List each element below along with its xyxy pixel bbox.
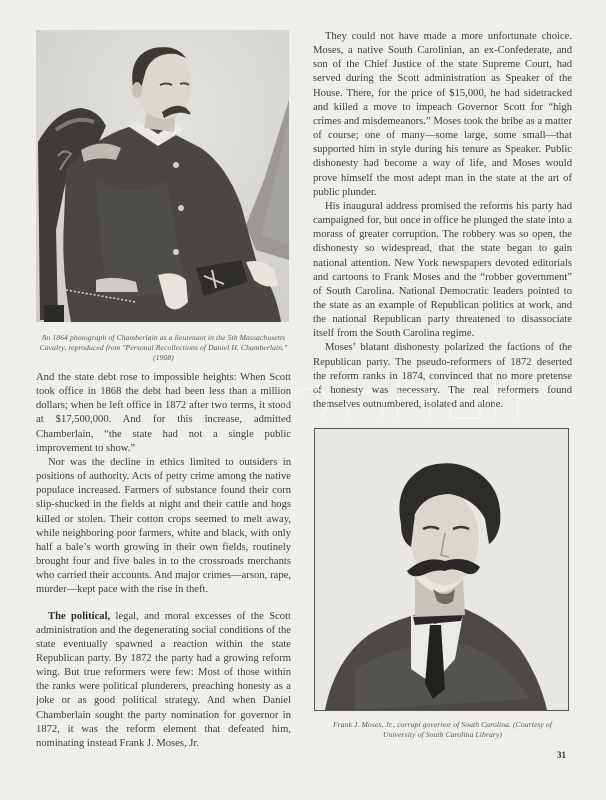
right-column-text — [313, 30, 572, 412]
chamberlain-photo — [36, 30, 289, 322]
paragraph-polarized-factions: Moses’ blatant dishonesty polarized the factions of the Republican party. The pseudo-reformers of 1872 deserted the reform ranks in 1874, convinced that no more pretense of honesty was necessary. The real reformers found themselves outnumbered, isolated and alone. — [313, 342, 572, 411]
chamberlain-portrait-image — [36, 30, 289, 322]
left-column-text — [36, 371, 291, 751]
paragraph-ethics-decline: Nor was the decline in ethics limited to outsiders in positions of authority. Acts of petty crime among the native populace increased. Farmers of substance found their corn slip-shucked in the fields at night and their cattle and hogs killed or stolen. Their cotton crops seemed to melt away, while neighboring poor farmers, white and black, with only half a bale’s worth growing in their own fields, routinely brought four and five bales in to the crossroads merchants who carried their accounts. And major crimes—arson, rape, murder—kept pace with the rise in theft. — [36, 456, 291, 596]
left-column — [36, 30, 291, 751]
section-lead-in: The political, — [48, 610, 111, 622]
moses-photo — [314, 428, 569, 711]
paragraph-unfortunate-choice: They could not have made a more unfortunate choice. Moses, a native South Carolinian, an ex-Confederate, and son of the Chief Justice of the state Supreme Court, had served during the Scott administration as Speaker of the House. There, for the price of $15,000, he had sidetracked and killed a move to impeach Governor Scott for “high crimes and misdemeanors.” Moses took the bribe as a matter of course; one of many—some large, some small—that supported him in style during his tenure as Speaker. Public dishonesty had become a way of life, and Moses would prove himself the most adept man in the state at the art of public plunder. — [313, 31, 572, 198]
paragraph-state-debt: And the state debt rose to impossible heights: When Scott took office in 1868 the debt had been less than a million dollars; when he left office in 1872 after two terms, it stood at $17,500,000. And for this increase, admitted Chamberlain, “the state had not a single public improvement to show.” — [36, 372, 291, 454]
right-column — [313, 30, 572, 740]
paragraph-political-excesses — [36, 610, 291, 752]
section-lead-text: legal, and moral excesses of the Scott administration and the degenerating social conditions of the state eventually spawned a reaction within the state Republican party. By 1872 the party had a growing reform wing. But true reformers were few: Most of those within the ranks were political plunderers, preaching honesty as a joke or as good political strategy. And when Daniel Chamberlain sought the party nomination for governor in 1872, it was the reform element that defeated him, nominating instead Frank J. Moses, Jr. — [36, 610, 291, 749]
moses-photo-caption: Frank J. Moses, Jr., corrupt governor of South Carolina. (Courtesy of University of South Carolina Library) — [332, 720, 552, 740]
moses-portrait-image — [315, 429, 568, 710]
paragraph-inaugural-address: His inaugural address promised the reforms his party had campaigned for, but once in office he plunged the state into a morass of greater corruption. The robbery was so open, the dishonesty so widespread, that the state began to gain national attention. New York newspapers devoted editorials and cartoons to Frank Moses and the “robber government” of South Carolina. National Democratic leaders pointed to the state as an example of Republican politics at work, and the national Republican party threatened to disassociate itself from the South Carolina regime. — [313, 200, 572, 340]
page-number: 31 — [557, 750, 566, 760]
chamberlain-photo-caption: An 1864 photograph of Chamberlain as a lieutenant in the 5th Massachusetts Cavalry, reproduced from "Personal Recollections of Daniel H. Chamberlain." (1908) — [39, 333, 288, 362]
